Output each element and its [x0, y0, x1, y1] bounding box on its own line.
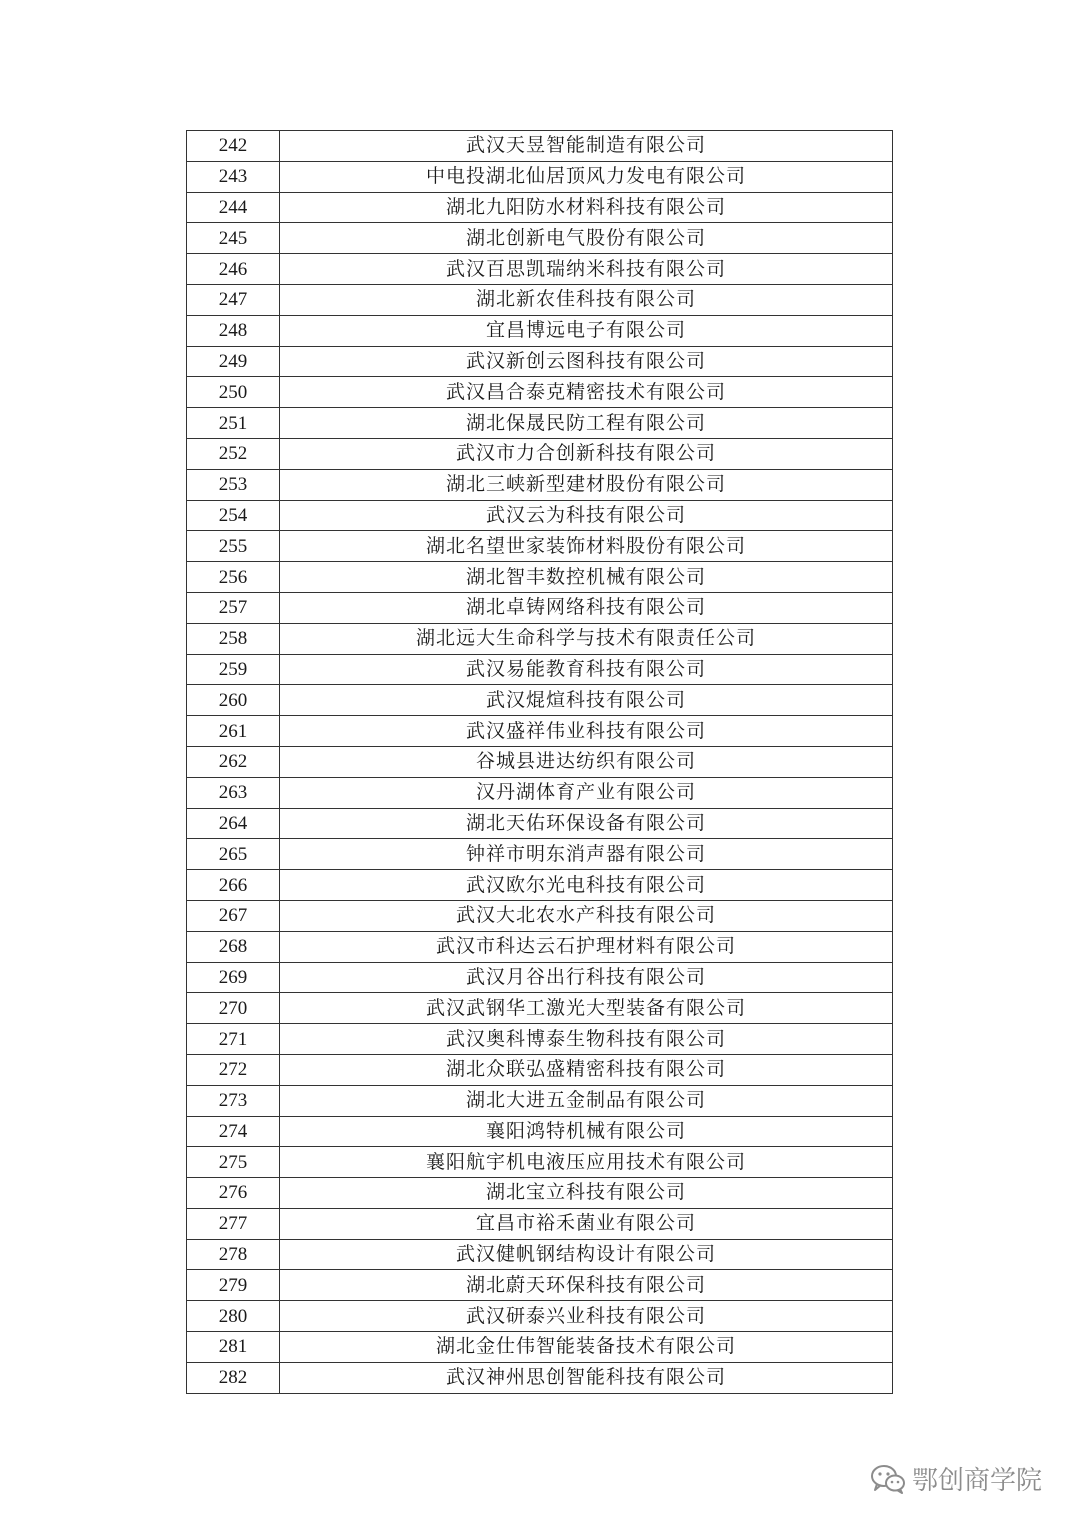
- company-name: 湖北三峡新型建材股份有限公司: [280, 469, 893, 500]
- company-name: 宜昌市裕禾菌业有限公司: [280, 1208, 893, 1239]
- table-row: [187, 993, 893, 1024]
- company-name: 武汉奥科博泰生物科技有限公司: [280, 1024, 893, 1055]
- company-name: 武汉盛祥伟业科技有限公司: [280, 716, 893, 747]
- company-name: 襄阳鸿特机械有限公司: [280, 1116, 893, 1147]
- table-row: [187, 1362, 893, 1393]
- company-name: 湖北新农佳科技有限公司: [280, 284, 893, 315]
- row-number: 265: [187, 839, 280, 870]
- row-number: 274: [187, 1116, 280, 1147]
- row-number: 246: [187, 254, 280, 285]
- table-row: [187, 346, 893, 377]
- company-name: 谷城县进达纺织有限公司: [280, 746, 893, 777]
- company-name: 武汉月谷出行科技有限公司: [280, 962, 893, 993]
- table-row: [187, 408, 893, 439]
- row-number: 270: [187, 993, 280, 1024]
- row-number: 248: [187, 315, 280, 346]
- company-name: 湖北宝立科技有限公司: [280, 1178, 893, 1209]
- company-name: 汉丹湖体育产业有限公司: [280, 777, 893, 808]
- wechat-icon: [870, 1464, 906, 1494]
- watermark-text: 鄂创商学院: [911, 1466, 1042, 1496]
- company-name: 武汉云为科技有限公司: [280, 500, 893, 531]
- row-number: 280: [187, 1301, 280, 1332]
- row-number: 261: [187, 716, 280, 747]
- company-table-body: [187, 131, 893, 1394]
- table-row: [187, 192, 893, 223]
- row-number: 256: [187, 562, 280, 593]
- table-row: [187, 1024, 893, 1055]
- table-row: [187, 1332, 893, 1363]
- company-name: 武汉欧尔光电科技有限公司: [280, 870, 893, 901]
- table-row: [187, 284, 893, 315]
- row-number: 267: [187, 900, 280, 931]
- table-row: [187, 1116, 893, 1147]
- table-row: [187, 870, 893, 901]
- table-row: [187, 623, 893, 654]
- row-number: 272: [187, 1054, 280, 1085]
- table-row: [187, 377, 893, 408]
- row-number: 243: [187, 161, 280, 192]
- table-row: [187, 962, 893, 993]
- table-row: [187, 654, 893, 685]
- company-name: 湖北创新电气股份有限公司: [280, 223, 893, 254]
- company-name: 武汉研泰兴业科技有限公司: [280, 1301, 893, 1332]
- row-number: 262: [187, 746, 280, 777]
- table-row: [187, 1054, 893, 1085]
- company-name: 武汉昌合泰克精密技术有限公司: [280, 377, 893, 408]
- table-row: [187, 531, 893, 562]
- table-row: [187, 1085, 893, 1116]
- table-row: [187, 777, 893, 808]
- company-name: 中电投湖北仙居顶风力发电有限公司: [280, 161, 893, 192]
- company-name: 武汉市科达云石护理材料有限公司: [280, 931, 893, 962]
- company-name: 宜昌博远电子有限公司: [280, 315, 893, 346]
- row-number: 263: [187, 777, 280, 808]
- company-name: 武汉大北农水产科技有限公司: [280, 900, 893, 931]
- company-name: 湖北卓铸网络科技有限公司: [280, 592, 893, 623]
- company-name: 武汉天昱智能制造有限公司: [280, 131, 893, 162]
- company-name: 武汉神州思创智能科技有限公司: [280, 1362, 893, 1393]
- company-name: 湖北名望世家装饰材料股份有限公司: [280, 531, 893, 562]
- table-row: [187, 131, 893, 162]
- row-number: 244: [187, 192, 280, 223]
- table-row: [187, 1270, 893, 1301]
- row-number: 279: [187, 1270, 280, 1301]
- table-row: [187, 161, 893, 192]
- row-number: 254: [187, 500, 280, 531]
- row-number: 258: [187, 623, 280, 654]
- company-name: 湖北金仕伟智能装备技术有限公司: [280, 1332, 893, 1363]
- row-number: 275: [187, 1147, 280, 1178]
- table-row: [187, 562, 893, 593]
- row-number: 268: [187, 931, 280, 962]
- company-name: 湖北众联弘盛精密科技有限公司: [280, 1054, 893, 1085]
- table-row: [187, 746, 893, 777]
- company-name: 湖北九阳防水材料科技有限公司: [280, 192, 893, 223]
- company-table-container: [186, 130, 893, 1394]
- company-name: 湖北远大生命科学与技术有限责任公司: [280, 623, 893, 654]
- table-row: [187, 1147, 893, 1178]
- company-name: 武汉新创云图科技有限公司: [280, 346, 893, 377]
- company-name: 湖北天佑环保设备有限公司: [280, 808, 893, 839]
- row-number: 281: [187, 1332, 280, 1363]
- row-number: 277: [187, 1208, 280, 1239]
- company-name: 武汉武钢华工激光大型装备有限公司: [280, 993, 893, 1024]
- row-number: 253: [187, 469, 280, 500]
- company-name: 武汉易能教育科技有限公司: [280, 654, 893, 685]
- row-number: 269: [187, 962, 280, 993]
- row-number: 249: [187, 346, 280, 377]
- table-row: [187, 469, 893, 500]
- row-number: 255: [187, 531, 280, 562]
- watermark: [870, 1460, 1042, 1497]
- row-number: 266: [187, 870, 280, 901]
- table-row: [187, 438, 893, 469]
- row-number: 278: [187, 1239, 280, 1270]
- table-row: [187, 931, 893, 962]
- company-name: 武汉百思凯瑞纳米科技有限公司: [280, 254, 893, 285]
- table-row: [187, 1208, 893, 1239]
- company-name: 湖北蔚天环保科技有限公司: [280, 1270, 893, 1301]
- table-row: [187, 592, 893, 623]
- table-row: [187, 839, 893, 870]
- table-row: [187, 254, 893, 285]
- company-name: 武汉焜煊科技有限公司: [280, 685, 893, 716]
- row-number: 251: [187, 408, 280, 439]
- row-number: 250: [187, 377, 280, 408]
- table-row: [187, 808, 893, 839]
- company-name: 湖北大进五金制品有限公司: [280, 1085, 893, 1116]
- table-row: [187, 1301, 893, 1332]
- table-row: [187, 716, 893, 747]
- company-name: 湖北智丰数控机械有限公司: [280, 562, 893, 593]
- company-table: [186, 130, 893, 1394]
- row-number: 259: [187, 654, 280, 685]
- row-number: 252: [187, 438, 280, 469]
- table-row: [187, 1178, 893, 1209]
- company-name: 襄阳航宇机电液压应用技术有限公司: [280, 1147, 893, 1178]
- row-number: 247: [187, 284, 280, 315]
- table-row: [187, 315, 893, 346]
- row-number: 271: [187, 1024, 280, 1055]
- company-name: 钟祥市明东消声器有限公司: [280, 839, 893, 870]
- table-row: [187, 1239, 893, 1270]
- table-row: [187, 900, 893, 931]
- row-number: 245: [187, 223, 280, 254]
- table-row: [187, 223, 893, 254]
- company-name: 湖北保晟民防工程有限公司: [280, 408, 893, 439]
- company-name: 武汉健帆钢结构设计有限公司: [280, 1239, 893, 1270]
- company-name: 武汉市力合创新科技有限公司: [280, 438, 893, 469]
- row-number: 242: [187, 131, 280, 162]
- row-number: 273: [187, 1085, 280, 1116]
- row-number: 276: [187, 1178, 280, 1209]
- row-number: 264: [187, 808, 280, 839]
- row-number: 282: [187, 1362, 280, 1393]
- row-number: 260: [187, 685, 280, 716]
- table-row: [187, 500, 893, 531]
- table-row: [187, 685, 893, 716]
- row-number: 257: [187, 592, 280, 623]
